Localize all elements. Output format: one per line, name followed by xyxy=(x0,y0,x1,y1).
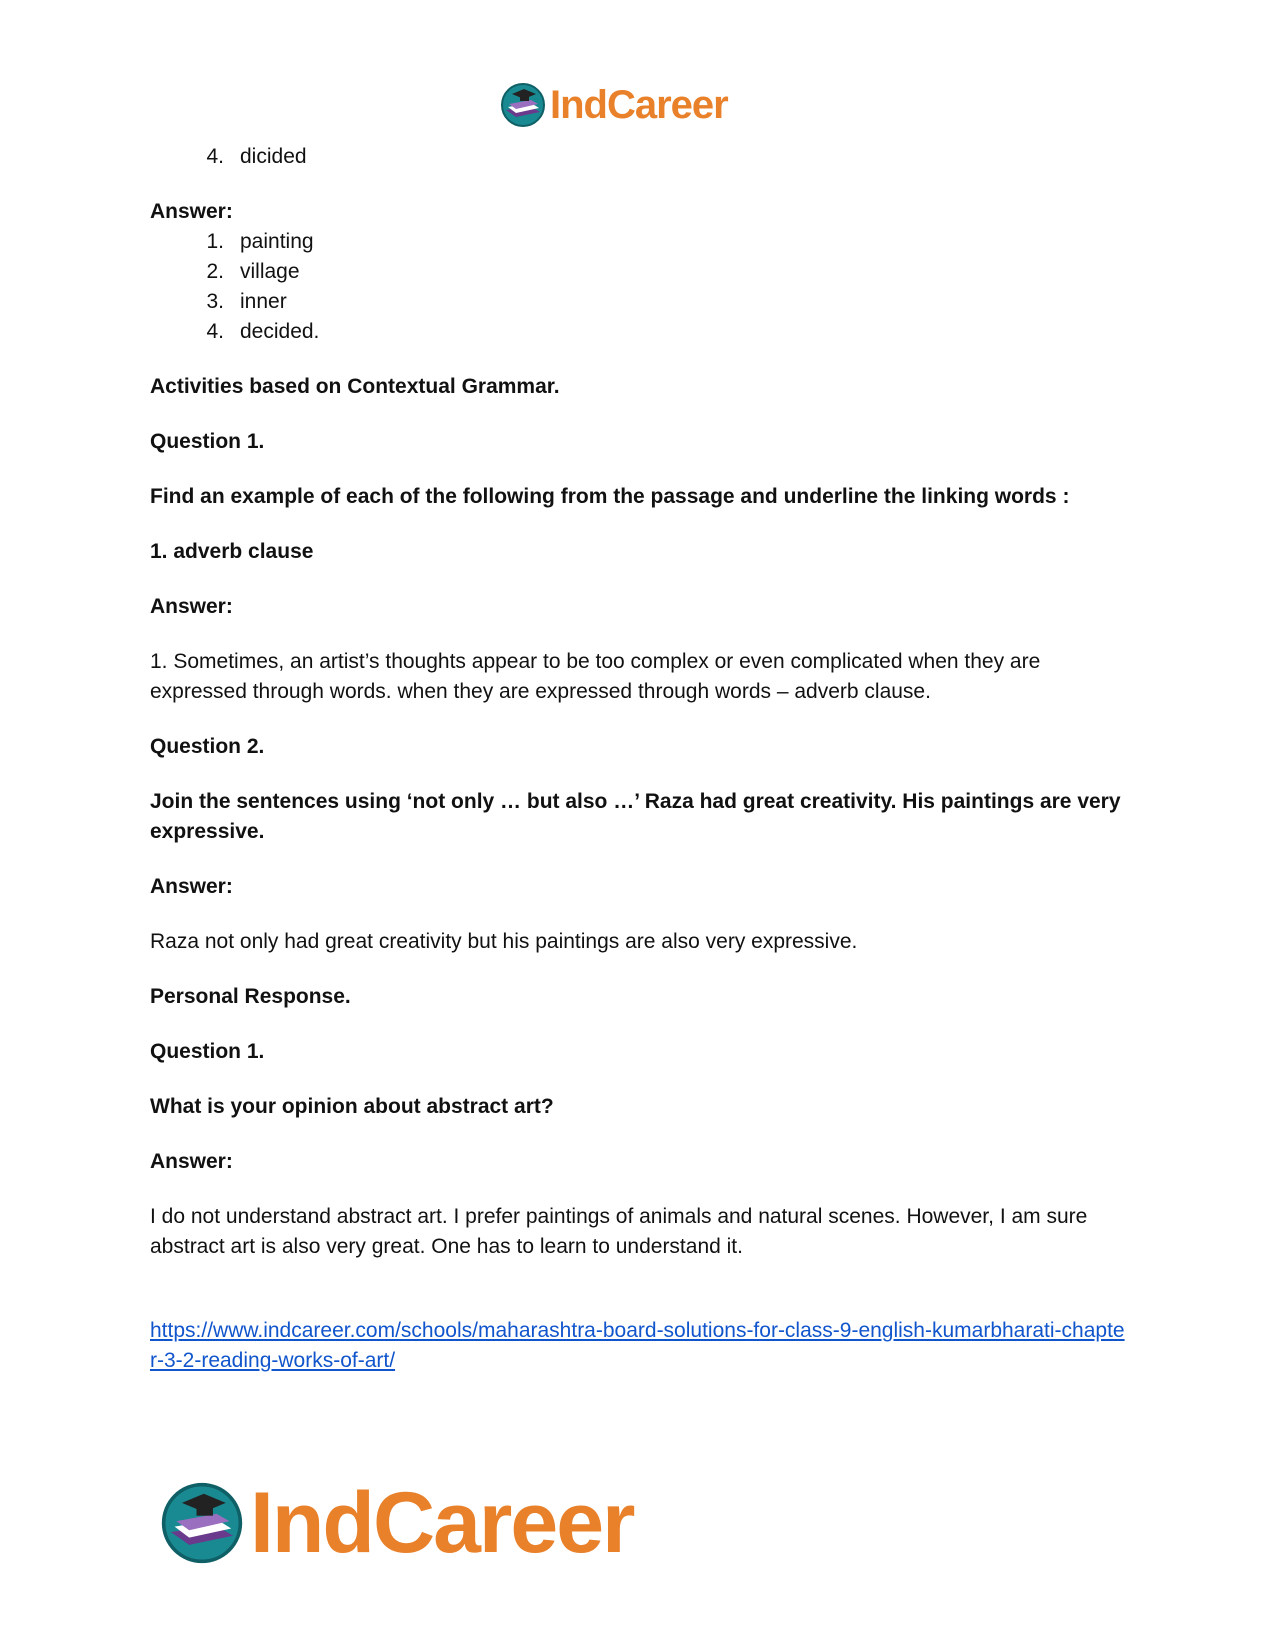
question-prompt: What is your opinion about abstract art? xyxy=(150,1095,554,1118)
answer-label: Answer: xyxy=(150,200,233,223)
answer-list xyxy=(150,227,1130,347)
logo-wordmark: IndCareer xyxy=(550,82,728,127)
logo-wordmark: IndCareer xyxy=(250,1474,634,1571)
answer-text: Raza not only had great creativity but his paintings are also very expressive. xyxy=(150,930,858,953)
main-content xyxy=(150,142,1130,1376)
source-link-wrapper xyxy=(150,1316,1130,1376)
source-link[interactable]: https://www.indcareer.com/schools/maharashtra-board-solutions-for-class-9-english-kumarbharati-chapter-3-2-reading-works-of-art/ xyxy=(150,1319,1125,1372)
header-logo xyxy=(500,78,728,132)
list-item: 4. dicided xyxy=(206,145,307,168)
question-label: Question 1. xyxy=(150,430,265,453)
list-item: 4. decided. xyxy=(206,320,320,343)
question-subitem: 1. adverb clause xyxy=(150,540,314,563)
top-list xyxy=(150,142,1130,172)
globe-book-icon xyxy=(160,1481,244,1565)
section-heading-personal: Personal Response. xyxy=(150,985,351,1008)
question-label: Question 2. xyxy=(150,735,265,758)
list-item: 1. painting xyxy=(206,230,314,253)
list-item: 3. inner xyxy=(206,290,287,313)
answer-text: 1. Sometimes, an artist’s thoughts appear to be too complex or even complicated when they are expressed through words. when they are expressed through words – adverb clause. xyxy=(150,650,1041,703)
answer-label: Answer: xyxy=(150,595,233,618)
globe-book-icon xyxy=(500,82,546,128)
answer-label: Answer: xyxy=(150,875,233,898)
question-label: Question 1. xyxy=(150,1040,265,1063)
list-item: 2. village xyxy=(206,260,300,283)
question-prompt: Join the sentences using ‘not only … but also …’ Raza had great creativity. His paintings are very expressive. xyxy=(150,790,1121,843)
question-prompt: Find an example of each of the following from the passage and underline the linking words : xyxy=(150,485,1070,508)
answer-label: Answer: xyxy=(150,1150,233,1173)
answer-text: I do not understand abstract art. I prefer paintings of animals and natural scenes. However, I am sure abstract art is also very great. One has to learn to understand it. xyxy=(150,1205,1088,1258)
footer-logo xyxy=(160,1468,634,1578)
section-heading-grammar: Activities based on Contextual Grammar. xyxy=(150,375,560,398)
